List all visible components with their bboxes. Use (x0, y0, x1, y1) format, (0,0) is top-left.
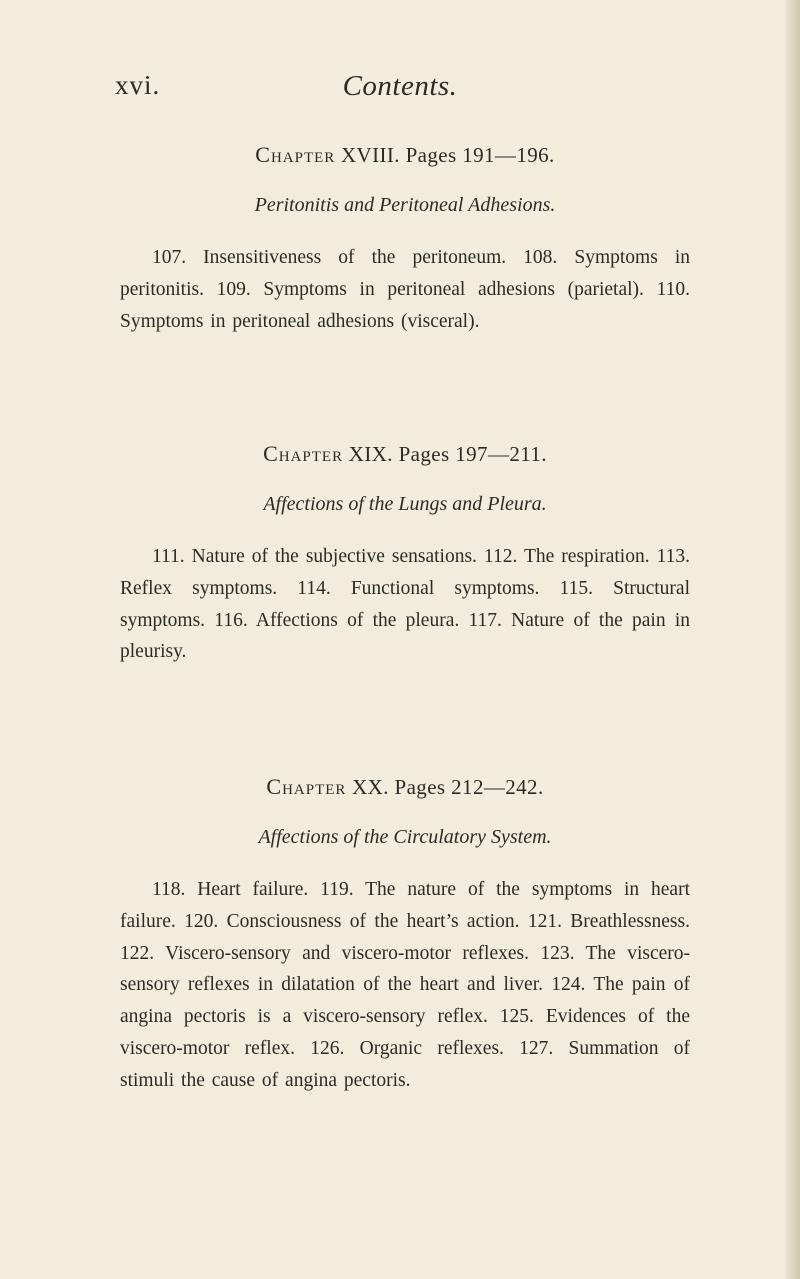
chapter-xx (120, 772, 690, 1116)
chapter-number: XVIII. (340, 143, 400, 167)
running-head (115, 70, 685, 110)
running-head-title: Contents. (342, 70, 458, 102)
chapter-contents: 111. Nature of the subjective sensations. 112. The respiration. 113. Reflex symptoms. 114. Functional symptoms. 115. Structural symptoms. 116. Affections of the pleura. 117. Nature of the pain in pleurisy. (120, 546, 690, 663)
chapter-contents: 118. Heart failure. 119. The nature of the symptoms in heart failure. 120. Consciousness of the heart’s action. 121. Breathlessness. 122. Viscero-sensory and viscero-motor reflexes. 123. The viscero-sensory reflexes in dilatation of the heart and liver. 124. The pain of angina pectoris is a viscero-sensory reflex. 125. Evidences of the viscero-motor reflex. 126. Organic reflexes. 127. Summation of stimuli the cause of angina pectoris. (120, 879, 690, 1091)
chapter-subtitle: Affections of the Circulatory System. (258, 826, 552, 848)
chapter-subtitle: Affections of the Lungs and Pleura. (263, 493, 547, 515)
chapter-xviii (120, 140, 690, 357)
chapter-heading (120, 772, 690, 802)
chapter-pages: Pages 197—211. (398, 442, 547, 466)
chapter-contents: 107. Insensitiveness of the peritoneum. 108. Symptoms in peritonitis. 109. Symptoms in peritoneal adhesions (parietal). 110. Symptoms in peritoneal adhesions (visceral). (120, 247, 690, 332)
chapter-label: Chapter (263, 441, 344, 466)
chapter-xix (120, 439, 690, 688)
chapter-label: Chapter (266, 774, 347, 799)
chapter-heading (120, 439, 690, 469)
page-folio: xvi. (115, 70, 161, 100)
page-edge (786, 0, 800, 1279)
chapter-pages: Pages 212—242. (394, 775, 544, 799)
chapter-number: XX. (352, 775, 389, 799)
chapter-subtitle: Peritonitis and Peritoneal Adhesions. (254, 194, 556, 216)
chapter-number: XIX. (348, 442, 393, 466)
chapter-pages: Pages 191—196. (405, 143, 555, 167)
chapter-label: Chapter (255, 142, 336, 167)
chapter-heading (120, 140, 690, 170)
